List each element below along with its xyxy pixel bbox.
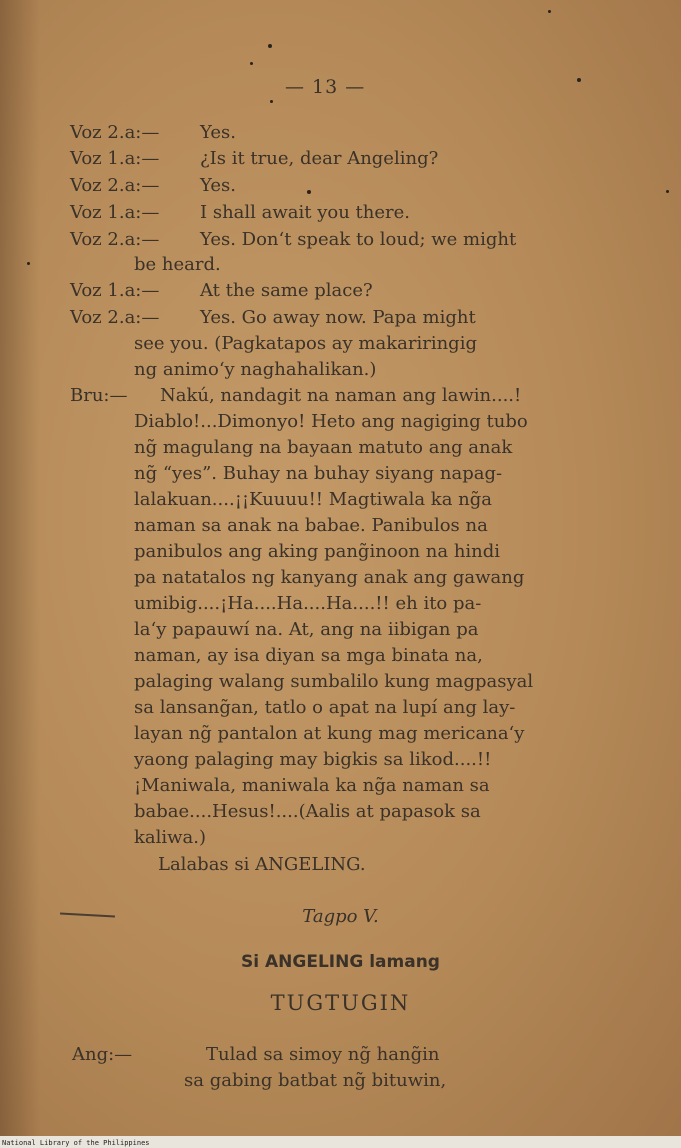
bru-first-line: Nakú, nandagit na naman ang lawin....! (160, 385, 522, 406)
bru-speaker: Bru:— (70, 385, 128, 406)
speaker-label: Voz 2.a:— (70, 307, 160, 328)
scene-heading: Tagpo V. (302, 906, 379, 927)
speaker-label: Voz 1.a:— (70, 202, 160, 223)
ink-speck (577, 78, 581, 82)
stage-direction: Lalabas si ANGELING. (158, 854, 366, 875)
ink-speck (27, 262, 30, 265)
bru-line: ng̃ magulang na bayaan matuto ang anak (134, 437, 513, 458)
dialogue-text: Yes. (200, 175, 236, 196)
bru-line: layan ng̃ pantalon at kung mag mericana‘y (134, 723, 525, 744)
footer-credit: National Library of the Philippines (2, 1139, 150, 1147)
bru-line: ng̃ “yes”. Buhay na buhay siyang napag- (134, 463, 503, 484)
bru-line: panibulos ang aking pang̃inoon na hindi (134, 541, 501, 562)
bru-line: kaliwa.) (134, 827, 207, 848)
bru-line: la‘y papauwí na. At, ang na iibigan pa (134, 619, 479, 640)
ink-speck (268, 44, 272, 48)
dialogue-text: Yes. Go away now. Papa might (200, 307, 476, 328)
bru-line: babae....Hesus!....(Aalis at papasok sa (134, 801, 481, 822)
speaker-label: Voz 2.a:— (70, 229, 160, 250)
speaker-label: Voz 2.a:— (70, 122, 160, 143)
dialogue-text: Yes. (200, 122, 236, 143)
bru-line: naman, ay isa diyan sa mga binata na, (134, 645, 483, 666)
bru-line: ¡Maniwala, maniwala ka ng̃a naman sa (134, 775, 490, 796)
bru-line: palaging walang sumbalilo kung magpasyal (134, 671, 534, 692)
dialogue-continuation: see you. (Pagkatapos ay makariringig (134, 333, 477, 354)
scene-subheading: Si ANGELING lamang (241, 952, 440, 972)
bru-line: umibig....¡Ha....Ha....Ha....!! eh ito pa- (134, 593, 482, 614)
bru-line: sa lansang̃an, tatlo o apat na lupí ang lay- (134, 697, 516, 718)
bru-line: yaong palaging may bigkis sa likod....!! (134, 749, 492, 770)
page-number: — 13 — (285, 76, 366, 98)
speaker-label: Voz 1.a:— (70, 280, 160, 301)
speaker-label: Voz 1.a:— (70, 148, 160, 169)
song-title: TUGTUGIN (270, 991, 411, 1015)
ink-speck (666, 190, 669, 193)
dialogue-text: I shall await you there. (200, 202, 410, 223)
bru-line: naman sa anak na babae. Panibulos na (134, 515, 488, 536)
song-speaker: Ang:— (72, 1044, 133, 1065)
bru-line: lalakuan....¡¡Kuuuu!! Magtiwala ka ng̃a (134, 489, 492, 510)
ink-speck (250, 62, 253, 65)
dialogue-continuation: ng animo‘y naghahalikan.) (134, 359, 377, 380)
speaker-label: Voz 2.a:— (70, 175, 160, 196)
ink-speck (307, 190, 311, 194)
bru-line: pa natatalos ng kanyang anak ang gawang (134, 567, 525, 588)
dialogue-text: Yes. Don‘t speak to loud; we might (200, 229, 517, 250)
ink-speck (270, 100, 273, 103)
song-line: sa gabing batbat ng̃ bituwin, (184, 1070, 447, 1091)
dialogue-text: At the same place? (200, 280, 373, 301)
bru-line: Diablo!...Dimonyo! Heto ang nagiging tubo (134, 411, 528, 432)
song-line: Tulad sa simoy ng̃ hang̃in (206, 1044, 440, 1065)
ink-speck (548, 10, 551, 13)
dialogue-continuation: be heard. (134, 254, 221, 275)
dialogue-text: ¿Is it true, dear Angeling? (200, 148, 439, 169)
